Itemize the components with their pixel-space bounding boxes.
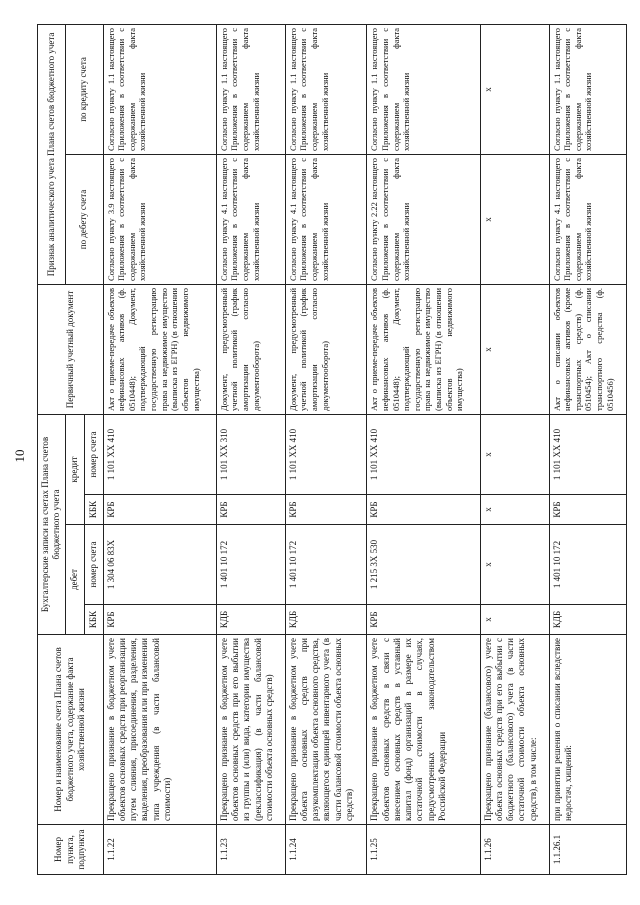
table-row <box>216 24 285 874</box>
row-number: 1.1.23 <box>216 825 285 875</box>
debit-account: 1 401 10 172 <box>285 525 367 605</box>
credit-kbk: КРБ <box>549 495 626 525</box>
credit-account: 1 101 XX 410 <box>103 414 216 494</box>
row-description: при принятии решения о списании вследствие недостач, хищений: <box>549 635 626 825</box>
primary-document: Документ, предусмотренный учетной политикой (график амортизации согласно документооборота) <box>285 284 367 414</box>
sign-credit: Согласно пункту 1.1 настоящего Приложения в соответствии с содержанием факта хозяйственной жизни <box>367 24 480 154</box>
sign-debit: Согласно пункту 4.1 настоящего Приложения в соответствии с содержанием факта хозяйственной жизни <box>216 154 285 284</box>
row-description: Прекращено признание в бюджетном учете объектов основных средств в связи с внесением основных средств в уставный капитал (фонд) организаций в размере их остаточной стоимости в случаях, предусмотренных законодательством Российской Федерации <box>367 635 480 825</box>
debit-account: 1 304 06 83Х <box>103 525 216 605</box>
primary-document: x <box>480 284 549 414</box>
row-number: 1.1.25 <box>367 825 480 875</box>
sign-credit: Согласно пункту 1.1 настоящего Приложения в соответствии с содержанием факта хозяйственной жизни <box>216 24 285 154</box>
credit-account: 1 101 XX 410 <box>549 414 626 494</box>
header-debit-account: номер счета <box>84 525 103 605</box>
table-row <box>549 24 626 874</box>
credit-kbk: КРБ <box>216 495 285 525</box>
credit-kbk: КРБ <box>103 495 216 525</box>
sign-debit: Согласно пункту 3.9 настоящего Приложения в соответствии с содержанием факта хозяйственной жизни <box>103 154 216 284</box>
table-row <box>367 24 480 874</box>
debit-account: 1 401 10 172 <box>216 525 285 605</box>
row-number: 1.1.24 <box>285 825 367 875</box>
page-number: 10 <box>12 449 27 463</box>
debit-account: 1 401 10 172 <box>549 525 626 605</box>
credit-account: 1 101 XX 310 <box>216 414 285 494</box>
row-description: Прекращено признание в бюджетном учете объекта основных средств при разукомплектации объекта основного средства, являющегося единицей инвентарного учета (в части балансовой стоимости объекта основных средств) <box>285 635 367 825</box>
header-debit-kbk: КБК <box>84 605 103 635</box>
header-sign-credit: по кредиту счета <box>65 24 103 154</box>
header-sign-debit: по дебету счета <box>65 154 103 284</box>
header-entries: Бухгалтерские записи на счетах Плана счетов бюджетного учета <box>38 414 66 634</box>
header-document: Первичный учетный документ <box>38 284 104 414</box>
sign-debit: Согласно пункту 4.1 настоящего Приложения в соответствии с содержанием факта хозяйственной жизни <box>285 154 367 284</box>
debit-kbk: КДБ <box>549 605 626 635</box>
rotated-page <box>37 25 627 875</box>
table-row <box>103 24 216 874</box>
sign-debit: x <box>480 154 549 284</box>
accounting-entries-table <box>37 24 627 875</box>
debit-kbk: КРБ <box>367 605 480 635</box>
sign-credit: Согласно пункту 1.1 настоящего Приложения в соответствии с содержанием факта хозяйственной жизни <box>103 24 216 154</box>
header-credit: кредит <box>65 414 84 524</box>
header-number: Номер пункта, подпункта <box>38 825 104 875</box>
row-description: Прекращено признание в бюджетном учете объектов основных средств при реорганизации путем слияния, присоединения, разделения, выделения, преобразования или при изменении типа учреждения (в части балансовой стоимости) <box>103 635 216 825</box>
row-number: 1.1.26.1 <box>549 825 626 875</box>
row-number: 1.1.26 <box>480 825 549 875</box>
credit-kbk: x <box>480 495 549 525</box>
sign-credit: Согласно пункту 1.1 настоящего Приложения в соответствии с содержанием факта хозяйственной жизни <box>549 24 626 154</box>
debit-kbk: x <box>480 605 549 635</box>
table-row <box>285 24 367 874</box>
credit-kbk: КРБ <box>285 495 367 525</box>
credit-account: x <box>480 414 549 494</box>
sign-credit: x <box>480 24 549 154</box>
credit-account: 1 101 XX 410 <box>367 414 480 494</box>
row-description: Прекращено признание (балансового) учете объекта основных средств при его выбытии с бюджетного (балансового) учета (в части остаточной стоимости объекта основных средств), в том числе: <box>480 635 549 825</box>
debit-kbk: КДБ <box>216 605 285 635</box>
sign-debit: Согласно пункту 4.1 настоящего Приложения в соответствии с содержанием факта хозяйственной жизни <box>549 154 626 284</box>
sign-debit: Согласно пункту 2.22 настоящего Приложения в соответствии с содержанием факта хозяйственной жизни <box>367 154 480 284</box>
primary-document: Акт о приеме-передаче объектов нефинансовых активов (ф. 0510448); Документ, подтверждающий государственную регистрацию права на недвижимое имущество (выписка из ЕГРН) (в отношении объектов недвижимого имущества) <box>367 284 480 414</box>
debit-kbk: КРБ <box>103 605 216 635</box>
header-credit-kbk: КБК <box>84 495 103 525</box>
sign-credit: Согласно пункту 1.1 настоящего Приложения в соответствии с содержанием факта хозяйственной жизни <box>285 24 367 154</box>
table-row <box>480 24 549 874</box>
debit-account: 1 215 3Х 530 <box>367 525 480 605</box>
debit-kbk: КДБ <box>285 605 367 635</box>
primary-document: Акт о списании объектов нефинансовых активов (кроме транспортных средств) (ф. 0510454); Акт о списании транспортного средства (ф. 0510456) <box>549 284 626 414</box>
header-analytic-sign: Признак аналитического учета Плана счетов бюджетного учета <box>38 24 66 284</box>
header-debit: дебет <box>65 525 84 635</box>
primary-document: Акт о приеме-передаче объектов нефинансовых активов (ф. 0510448); Документ, подтверждающий государственную регистрацию права на недвижимое имущество (выписка из ЕГРН) (в отношении объектов недвижимого имущества) <box>103 284 216 414</box>
credit-account: 1 101 XX 410 <box>285 414 367 494</box>
header-credit-account: номер счета <box>84 414 103 494</box>
debit-account: x <box>480 525 549 605</box>
header-account-name: Номер и наименование счета Плана счетов бюджетного учета, содержание факта хозяйственной жизни <box>38 635 104 825</box>
credit-kbk: КРБ <box>367 495 480 525</box>
primary-document: Документ, предусмотренный учетной политикой (график амортизации согласно документооборота) <box>216 284 285 414</box>
row-description: Прекращено признание в бюджетном учете объектов основных средств при его выбытии из группы и (или) вида, категории имущества (реклассификация) (в части балансовой стоимости объекта основных средств) <box>216 635 285 825</box>
row-number: 1.1.22 <box>103 825 216 875</box>
